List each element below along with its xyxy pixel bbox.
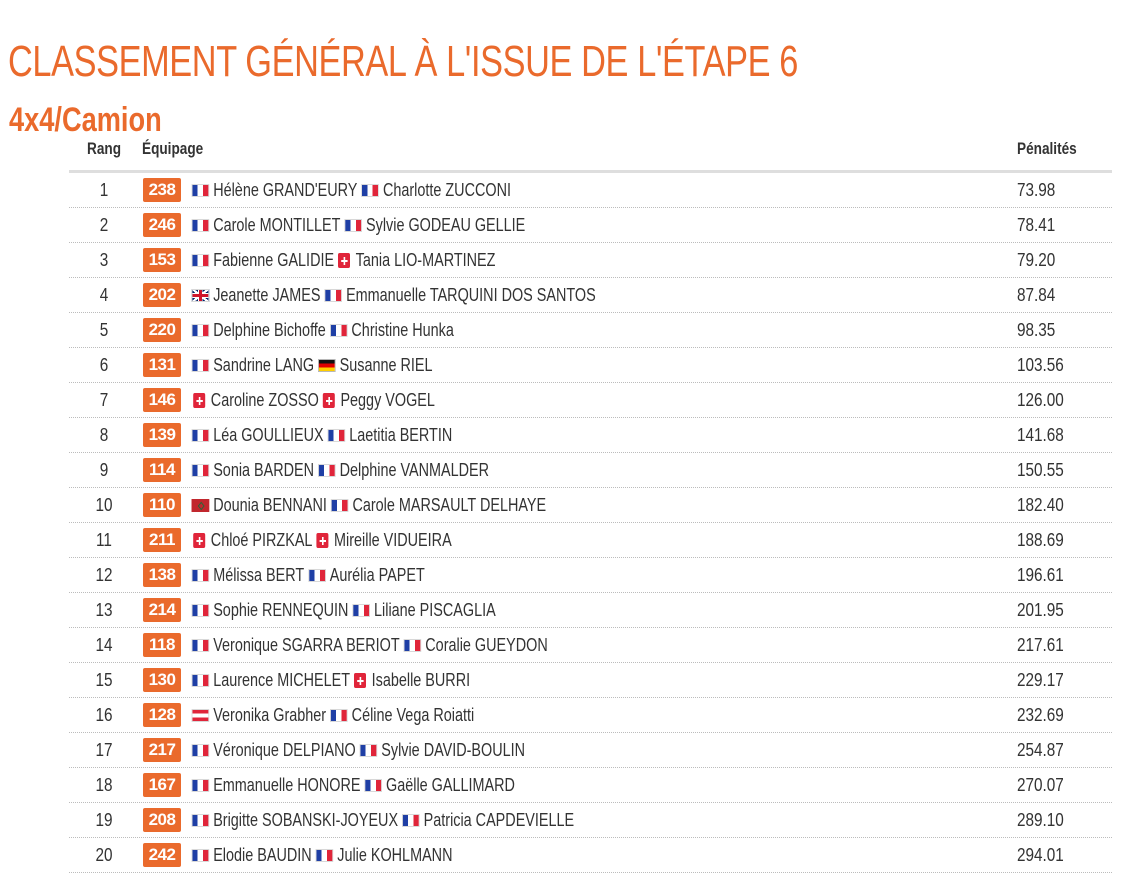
flag-fr-icon [192, 674, 210, 687]
flag-fr-icon [331, 499, 349, 512]
penalties-cell: 78.41 [1017, 215, 1056, 235]
crew-cell[interactable] [190, 635, 548, 656]
crew-cell[interactable] [190, 425, 452, 446]
table-row [69, 453, 1112, 488]
flag-gb-icon [192, 289, 210, 302]
driver-name[interactable]: Sonia BARDEN [213, 460, 315, 480]
flag-fr-icon [192, 184, 210, 197]
bib-number-badge: 114 [143, 458, 181, 482]
category-subtitle: 4x4/Camion [9, 101, 162, 140]
codriver-name[interactable]: Julie KOHLMANN [337, 845, 453, 865]
flag-fr-icon [192, 429, 210, 442]
flag-fr-icon [192, 744, 210, 757]
codriver-name[interactable]: Charlotte ZUCCONI [382, 180, 511, 200]
header-crew: Équipage [142, 139, 204, 158]
table-row [69, 313, 1112, 348]
table-row [69, 628, 1112, 663]
header-rank: Rang [87, 139, 121, 158]
codriver-name[interactable]: Emmanuelle TARQUINI DOS SANTOS [346, 285, 596, 305]
crew-cell[interactable] [190, 180, 511, 201]
codriver-name[interactable]: Laetitia BERTIN [349, 425, 453, 445]
codriver-name[interactable]: Patricia CAPDEVIELLE [423, 810, 575, 830]
driver-name[interactable]: Delphine Bichoffe [213, 320, 326, 340]
rank-cell: 6 [99, 355, 109, 375]
bib-number-badge: 130 [143, 668, 181, 692]
rank-cell: 13 [95, 600, 113, 620]
flag-ch-icon [338, 253, 350, 268]
flag-de-icon [318, 359, 336, 372]
bib-number-badge: 131 [143, 353, 181, 377]
rank-cell: 1 [99, 180, 109, 200]
driver-name[interactable]: Mélissa BERT [213, 565, 305, 585]
rank-cell: 16 [95, 705, 113, 725]
crew-cell[interactable] [190, 775, 515, 796]
flag-fr-icon [330, 709, 348, 722]
rank-cell: 2 [99, 215, 109, 235]
rank-cell: 19 [95, 810, 113, 830]
flag-ma-icon [192, 499, 210, 512]
table-row [69, 418, 1112, 453]
bib-number-badge: 208 [143, 808, 181, 832]
flag-fr-icon [402, 814, 420, 827]
flag-fr-icon [316, 849, 334, 862]
bib-number-badge: 118 [143, 633, 181, 657]
penalties-cell: 270.07 [1017, 775, 1064, 795]
rank-cell: 7 [99, 390, 109, 410]
table-row [69, 768, 1112, 803]
flag-fr-icon [344, 219, 362, 232]
rank-cell: 10 [95, 495, 113, 515]
rank-cell: 20 [95, 845, 113, 865]
driver-name[interactable]: Emmanuelle HONORE [213, 775, 361, 795]
flag-fr-icon [192, 569, 210, 582]
header-penalties: Pénalités [1017, 139, 1077, 158]
flag-ch-icon [193, 393, 205, 408]
codriver-name[interactable]: Aurélia PAPET [329, 565, 425, 585]
penalties-cell: 141.68 [1017, 425, 1064, 445]
standings-table [69, 134, 1112, 873]
penalties-cell: 196.61 [1017, 565, 1064, 585]
flag-fr-icon [352, 604, 370, 617]
penalties-cell: 79.20 [1017, 250, 1056, 270]
crew-cell[interactable] [190, 495, 546, 516]
codriver-name[interactable]: Delphine VANMALDER [339, 460, 490, 480]
bib-number-badge: 238 [143, 178, 181, 202]
codriver-name[interactable]: Mireille VIDUEIRA [334, 530, 452, 550]
driver-name[interactable]: Veronika Grabher [213, 705, 327, 725]
rank-cell: 3 [99, 250, 109, 270]
flag-fr-icon [192, 849, 210, 862]
codriver-name[interactable]: Gaëlle GALLIMARD [386, 775, 515, 795]
rank-cell: 5 [99, 320, 109, 340]
table-row [69, 208, 1112, 243]
codriver-name[interactable]: Céline Vega Roiatti [351, 705, 475, 725]
rank-cell: 9 [99, 460, 109, 480]
flag-fr-icon [364, 779, 382, 792]
codriver-name[interactable]: Christine Hunka [351, 320, 454, 340]
flag-fr-icon [192, 254, 210, 267]
table-header [69, 134, 1112, 173]
flag-ch-icon [354, 673, 366, 688]
crew-cell[interactable] [190, 355, 433, 376]
flag-ch-icon [323, 393, 335, 408]
penalties-cell: 294.01 [1017, 845, 1064, 865]
flag-fr-icon [404, 639, 422, 652]
codriver-name[interactable]: Sylvie GODEAU GELLIE [366, 215, 526, 235]
driver-name[interactable]: Sophie RENNEQUIN [213, 600, 349, 620]
bib-number-badge: 153 [143, 248, 181, 272]
flag-fr-icon [324, 289, 342, 302]
flag-fr-icon [192, 464, 210, 477]
crew-cell[interactable] [190, 320, 454, 341]
rank-cell: 11 [96, 530, 112, 550]
codriver-name[interactable]: Peggy VOGEL [340, 390, 435, 410]
driver-name[interactable]: Chloé PIRZKAL [210, 530, 313, 550]
flag-fr-icon [308, 569, 326, 582]
page-title: CLASSEMENT GÉNÉRAL À L'ISSUE DE L'ÉTAPE 6 [8, 37, 798, 87]
flag-fr-icon [328, 429, 346, 442]
penalties-cell: 232.69 [1017, 705, 1064, 725]
penalties-cell: 126.00 [1017, 390, 1064, 410]
bib-number-badge: 211 [143, 528, 181, 552]
penalties-cell: 150.55 [1017, 460, 1064, 480]
crew-cell[interactable] [190, 670, 470, 691]
table-row [69, 173, 1112, 208]
driver-name[interactable]: Elodie BAUDIN [213, 845, 312, 865]
driver-name[interactable]: Carole MONTILLET [213, 215, 341, 235]
crew-cell[interactable] [190, 285, 596, 306]
bib-number-badge: 242 [143, 843, 181, 867]
bib-number-badge: 217 [143, 738, 181, 762]
table-row [69, 348, 1112, 383]
table-row [69, 803, 1112, 838]
penalties-cell: 201.95 [1017, 600, 1064, 620]
flag-at-icon [192, 709, 210, 722]
codriver-name[interactable]: Liliane PISCAGLIA [374, 600, 496, 620]
codriver-name[interactable]: Sylvie DAVID-BOULIN [381, 740, 526, 760]
rank-cell: 17 [95, 740, 113, 760]
crew-cell[interactable] [190, 600, 496, 621]
penalties-cell: 98.35 [1017, 320, 1056, 340]
table-body [69, 173, 1112, 873]
flag-fr-icon [192, 779, 210, 792]
crew-cell[interactable] [190, 250, 495, 271]
bib-number-badge: 110 [143, 493, 181, 517]
driver-name[interactable]: Dounia BENNANI [213, 495, 327, 515]
crew-cell[interactable] [190, 390, 435, 411]
driver-name[interactable]: Fabienne GALIDIE [213, 250, 335, 270]
flag-fr-icon [192, 639, 210, 652]
penalties-cell: 289.10 [1017, 810, 1064, 830]
driver-name[interactable]: Véronique DELPIANO [213, 740, 356, 760]
rank-cell: 12 [95, 565, 113, 585]
crew-cell[interactable] [190, 215, 525, 236]
penalties-cell: 182.40 [1017, 495, 1064, 515]
bib-number-badge: 167 [143, 773, 181, 797]
driver-name[interactable]: Jeanette JAMES [213, 285, 321, 305]
penalties-cell: 229.17 [1017, 670, 1064, 690]
crew-cell[interactable] [190, 530, 452, 551]
driver-name[interactable]: Caroline ZOSSO [210, 390, 319, 410]
crew-cell[interactable] [190, 740, 525, 761]
flag-fr-icon [360, 744, 378, 757]
rank-cell: 8 [99, 425, 109, 445]
table-row [69, 698, 1112, 733]
codriver-name[interactable]: Coralie GUEYDON [425, 635, 548, 655]
flag-fr-icon [318, 464, 336, 477]
bib-number-badge: 202 [143, 283, 181, 307]
penalties-cell: 87.84 [1017, 285, 1056, 305]
table-row [69, 278, 1112, 313]
penalties-cell: 73.98 [1017, 180, 1056, 200]
rank-cell: 14 [95, 635, 113, 655]
table-row [69, 663, 1112, 698]
penalties-cell: 254.87 [1017, 740, 1064, 760]
rank-cell: 4 [99, 285, 109, 305]
driver-name[interactable]: Sandrine LANG [213, 355, 315, 375]
flag-fr-icon [192, 359, 210, 372]
flag-ch-icon [193, 533, 205, 548]
flag-fr-icon [192, 219, 210, 232]
codriver-name[interactable]: Susanne RIEL [339, 355, 433, 375]
codriver-name[interactable]: Tania LIO-MARTINEZ [355, 250, 496, 270]
flag-fr-icon [330, 324, 348, 337]
crew-cell[interactable] [190, 810, 574, 831]
flag-fr-icon [192, 604, 210, 617]
table-row [69, 733, 1112, 768]
driver-name[interactable]: Léa GOULLIEUX [213, 425, 324, 445]
table-row [69, 558, 1112, 593]
bib-number-badge: 139 [143, 423, 181, 447]
driver-name[interactable]: Laurence MICHELET [213, 670, 351, 690]
crew-cell[interactable] [190, 845, 452, 866]
penalties-cell: 217.61 [1017, 635, 1064, 655]
table-row [69, 243, 1112, 278]
codriver-name[interactable]: Carole MARSAULT DELHAYE [352, 495, 547, 515]
driver-name[interactable]: Veronique SGARRA BERIOT [213, 635, 400, 655]
penalties-cell: 103.56 [1017, 355, 1064, 375]
table-row [69, 383, 1112, 418]
table-row [69, 523, 1112, 558]
table-row [69, 488, 1112, 523]
driver-name[interactable]: Hélène GRAND'EURY [213, 180, 358, 200]
rank-cell: 18 [95, 775, 113, 795]
penalties-cell: 188.69 [1017, 530, 1064, 550]
bib-number-badge: 138 [143, 563, 181, 587]
crew-cell[interactable] [190, 705, 474, 726]
flag-ch-icon [316, 533, 328, 548]
flag-fr-icon [192, 814, 210, 827]
flag-fr-icon [192, 324, 210, 337]
bib-number-badge: 128 [143, 703, 181, 727]
driver-name[interactable]: Brigitte SOBANSKI-JOYEUX [213, 810, 399, 830]
crew-cell[interactable] [190, 460, 489, 481]
table-row [69, 838, 1112, 873]
crew-cell[interactable] [190, 565, 425, 586]
flag-fr-icon [361, 184, 379, 197]
bib-number-badge: 146 [143, 388, 181, 412]
bib-number-badge: 214 [143, 598, 181, 622]
bib-number-badge: 246 [143, 213, 181, 237]
bib-number-badge: 220 [143, 318, 181, 342]
codriver-name[interactable]: Isabelle BURRI [371, 670, 471, 690]
table-row [69, 593, 1112, 628]
rank-cell: 15 [95, 670, 113, 690]
